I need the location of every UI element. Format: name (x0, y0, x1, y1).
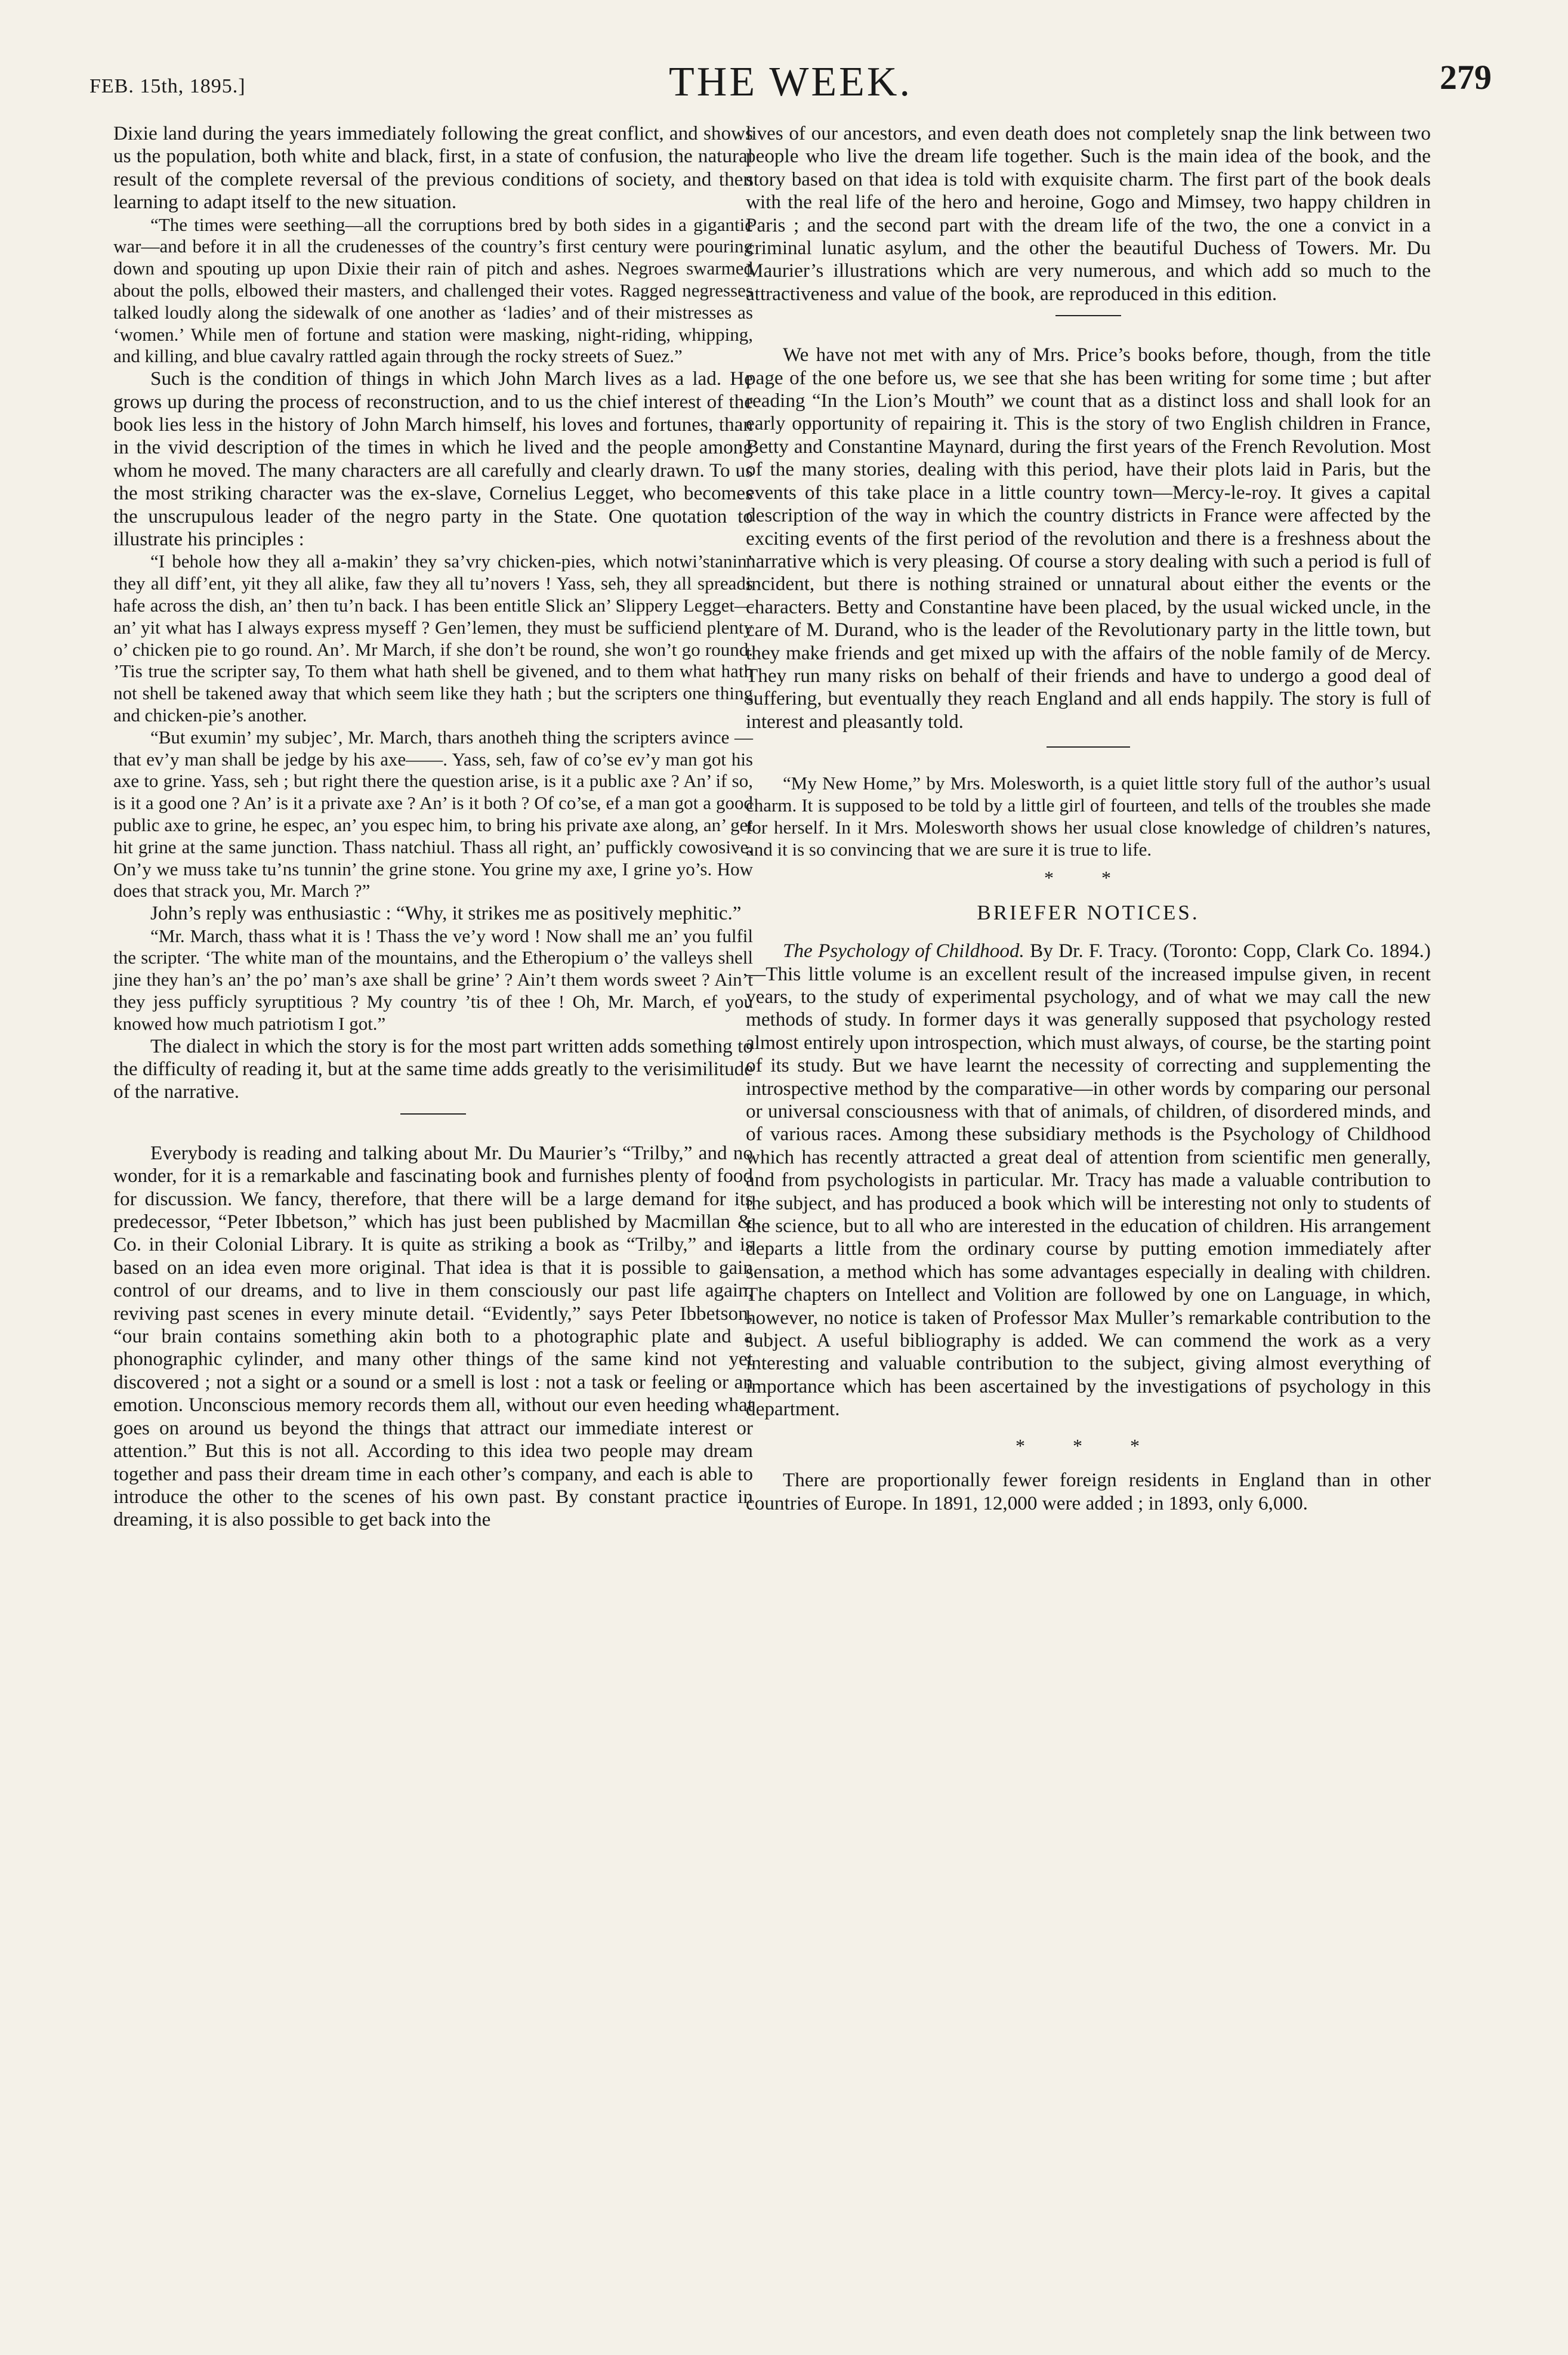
article-paragraph: Such is the condition of things in which John March lives as a lad. He grows up during the process of reconstruction, and to us the chief interest of the book lies less in the history of John March himself, his loves and fortunes, than in the vivid description of the times in which he lived and the people among whom he moved. The many characters are all carefully and clearly drawn. To us the most striking character was the ex-slave, Cornelius Legget, who becomes the unscrupulous leader of the negro party in the State. One quotation to illustrate his principles : (113, 368, 753, 551)
dialect-quotation: “But exumin’ my subjec’, Mr. March, thars anotheh thing the scripters avince —that ev’y man shall be jedge by his axe——. Yass, seh, faw of co’se ev’y man got his axe to grine. Yass, seh ; but right there the question arise, is it a public axe ? An’ if so, is it a good one ? An’ is it a private axe ? An’ is it both ? Of co’se, ef a man got a good public axe to grine, he espec, an’ you espec him, to bring his private axe along, an’ get hit grine at the same junction. Thass natchiul. Thass all right, an’ puffickly cowosive. On’y we muss take tu’ns tunnin’ the grine stone. You grine my axe, I grine yo’s. How does that strack you, Mr. March ?” (113, 726, 753, 902)
page-header (89, 47, 1492, 112)
section-divider (400, 1113, 466, 1115)
notice-body: By Dr. F. Tracy. (Toronto: Copp, Clark Co. 1894.)—This little volume is an excellent result of the increased impulse given, in recent years, to the study of experimental psychology, and of what we may call the new methods of study. In former days it was generally supposed that psychology rested almost entirely upon introspection, which must always, of course, be the starting point of its study. But we have learnt the necessity of correcting and supplementing the introspective method by the comparative—in other words by comparing our personal or universal consciousness with that of animals, of children, of disordered minds, and of various races. Among these subsidiary methods is the Psychology of Childhood which has recently attracted a great deal of attention from scientific men generally, and from psychologists in particular. Mr. Tracy has made a valuable contribution to the subject, and has produced a book which will be interesting not only to students of the science, but to all who are interested in the education of children. His arrangement departs a little from the ordinary course by putting emotion immediately after sensation, a method which has some advantages especially in dealing with children. The chapters on Intellect and Volition are followed by one on Language, in which, however, no notice is taken of Professor Max Muller’s remarkable contribution to the subject. A useful bibliography is added. We can commend the work as a very interesting and valuable contribution to the subject, giving almost everything of importance which has been ascertained by the investigations of psychology in this department. (746, 940, 1431, 1421)
news-paragraph: There are proportionally fewer foreign residents in England than in other countries of Europe. In 1891, 12,000 were added ; in 1893, only 6,000. (746, 1469, 1431, 1514)
right-column (746, 122, 1431, 1515)
article-paragraph: Dixie land during the years immediately following the great conflict, and shows us the population, both white and black, first, in a state of confusion, the natural result of the complete reversal of the previous conditions of society, and then learning to adapt itself to the new situation. (113, 122, 753, 214)
left-column (113, 122, 753, 1532)
review-paragraph-continued: lives of our ancestors, and even death does not completely snap the link between two people who live the dream life together. Such is the main idea of the book, and the story based on that idea is told with exquisite charm. The first part of the book deals with the real life of the hero and heroine, Gogo and Mimsey, two happy children in Paris ; and the second part with the dream life of the two, the one a convict in a criminal lunatic asylum, and the other the beautiful Duchess of Towers. Mr. Du Maurier’s illustrations which are very numerous, and which add so much to the attractiveness and value of the book, are reproduced in this edition. (746, 122, 1431, 305)
section-heading: BRIEFER NOTICES. (977, 900, 1200, 924)
review-paragraph: We have not met with any of Mrs. Price’s books before, though, from the title page of the one before us, we see that she has been writing for some time ; but after reading “In the Lion’s Mouth” we count that as a distinct loss and shall look for an early opportunity of repairing it. This is the story of two English children in France, Betty and Constantine Maynard, during the first years of the French Revolution. Most of the many stories, dealing with this period, have their plots laid in Paris, but the events of this take place in a little country town—Mercy-le-roy. It gives a capital description of the way in which the country districts in France were affected by the exciting events of the first period of the revolution and there is a freshness about the narrative which is very pleasing. Of course a story dealing with such a period is full of incident, but there is nothing strained or unnatural about either the events or the characters. Betty and Constantine have been placed, by the usual wicked uncle, in the care of M. Durand, who is the leader of the Revolutionary party in the little town, but they make friends and get mixed up with the affairs of the noble family of de Mercy. They run many risks on behalf of their friends and have to undergo a good deal of suffering, but eventually they reach England and all ends happily. The story is full of interest and pleasantly told. (746, 344, 1431, 733)
section-divider (1047, 746, 1130, 748)
notice-book-title: The Psychology of Childhood. (783, 940, 1024, 962)
article-paragraph: The dialect in which the story is for the most part written adds something to the difficulty of reading it, but at the same time adds greatly to the verisimilitude of the narrative. (113, 1035, 753, 1103)
review-paragraph: “My New Home,” by Mrs. Molesworth, is a quiet little story full of the author’s usual charm. It is supposed to be told by a little girl of fourteen, and tells of the troubles she made for herself. In it Mrs. Molesworth shows her usual close knowledge of children’s natures, and it is so convincing that we are sure it is true to life. (746, 773, 1431, 860)
section-divider (1055, 315, 1121, 316)
dialect-quotation: “Mr. March, thass what it is ! Thass the ve’y word ! Now shall me an’ you fulfil the scripter. ‘The white man of the mountains, and the Etheropium o’ the valleys shell jine they han’s an’ the po’ man’s axe shall be grine’ ? Ain’t them words sweet ? Ain’t they jess pufficly syruptitious ? My country ’tis of thee ! Oh, Mr. March, ef you knowed how much patriotism I got.” (113, 925, 753, 1034)
article-paragraph: John’s reply was enthusiastic : “Why, it strikes me as positively mephitic.” (150, 902, 742, 925)
page-number: 279 (1440, 58, 1492, 97)
dialect-quotation: “I behole how they all a-makin’ they sa’vry chicken-pies, which notwi’stanin’ they all diff’ent, yit they all alike, faw they all tu’novers ! Yass, seh, they all spreads hafe across the dish, an’ then tu’n back. I has been entitle Slick an’ Slippery Legget—an’ yit what has I always express myseff ? Gen’lemen, they must be sufficiend plenty o’ chicken pie to go round. An’. Mr March, if she don’t be round, she won’t go round. ’Tis true the scripter say, To them what hath shell be givened, and to them what hath not shell be takened away that which seem like they hath ; but the scripters one thing and chicken-pie’s another. (113, 551, 753, 726)
quotation-paragraph: “The times were seething—all the corruptions bred by both sides in a gigantic war—and before it in all the crudenesses of the country’s first century were pouring down and spouting up upon Dixie their rain of pitch and ashes. Negroes swarmed about the polls, elbowed their masters, and challenged their votes. Ragged negresses talked loudly along the sidewalk of one another as ‘ladies’ and of their mistresses as ‘women.’ While men of fortune and station were masking, night-riding, whipping, and killing, and blue cavalry rattled again through the rocky streets of Suez.” (113, 214, 753, 367)
review-paragraph: Everybody is reading and talking about Mr. Du Maurier’s “Trilby,” and no wonder, for it is a remarkable and fascinating book and furnishes plenty of food for discussion. We fancy, therefore, that there will be a large demand for its predecessor, “Peter Ibbetson,” which has just been published by Macmillan & Co. in their Colonial Library. It is quite as striking a book as “Trilby,” and is based on an idea even more original. That idea is that it is possible to gain control of our dreams, and to live in them consciously our past life again, reviving past scenes in every minute detail. “Evidently,” says Peter Ibbetson, “our brain contains something akin both to a photographic plate and a phonographic cylinder, and many other things of the same kind not yet discovered ; not a sight or a sound or a smell is lost : not a task or feeling or an emotion. Unconscious memory records them all, without our even heeding what goes on around us beyond the things that attract our immediate interest or attention.” But this is not all. According to this idea two people may dream together and pass their dream time in each other’s company, and each is able to introduce the other to the scenes of his own past. By constant practice in dreaming, it is also possible to get back into the (113, 1141, 753, 1531)
star-separator: * * (1044, 867, 1132, 889)
star-separator: * * * (1016, 1434, 1161, 1456)
issue-date: FEB. 15th, 1895.] (89, 75, 246, 97)
masthead-title: THE WEEK. (669, 59, 912, 105)
notice-paragraph (746, 940, 1431, 1421)
